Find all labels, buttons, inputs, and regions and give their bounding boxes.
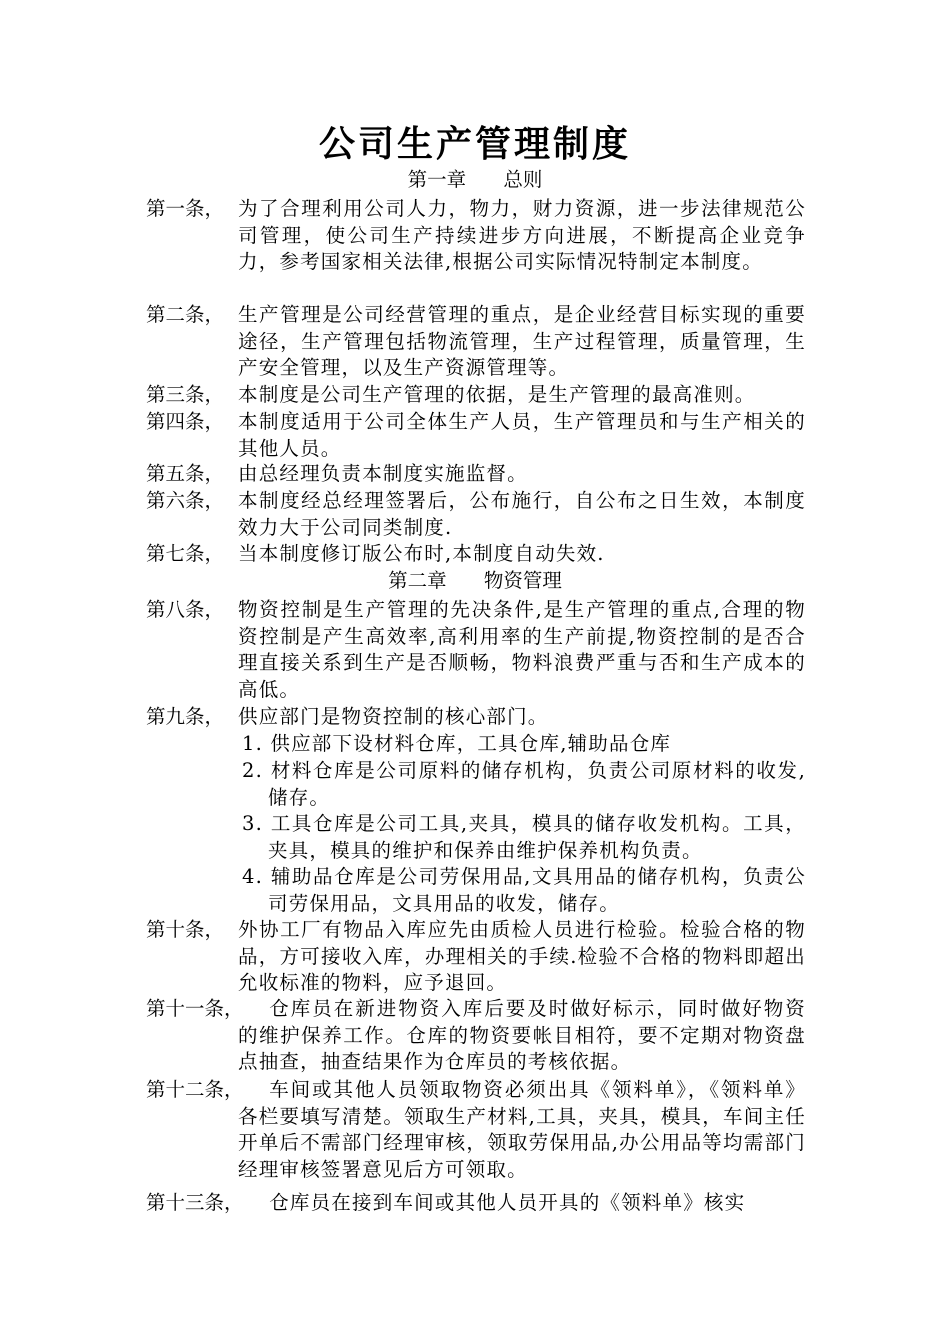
list-item: 3. 工具仓库是公司工具,夹具，模具的储存收发机构。工具，夹具，模具的维护和保养由维护保养机构负责。 (242, 812, 806, 862)
article-label: 第十二条， (146, 1078, 244, 1101)
article-text: 本制度经总经理签署后，公布施行，自公布之日生效，本制度效力大于公司同类制度. (238, 489, 806, 539)
article-text: 生产管理是公司经营管理的重点，是企业经营目标实现的重要途径，生产管理包括物流管理，生产过程管理，质量管理，生产安全管理，以及生产资源管理等。 (238, 303, 806, 380)
article-label: 第十条， (146, 918, 225, 941)
article-text: 本制度适用于公司全体生产人员，生产管理员和与生产相关的其他人员。 (238, 410, 806, 460)
article-label: 第六条， (146, 489, 225, 512)
article-text: 为了合理利用公司人力，物力，财力资源，进一步法律规范公司管理，使公司生产持续进步方向进展，不断提高企业竞争力，参考国家相关法律,根据公司实际情况特制定本制度。 (238, 197, 806, 274)
article-text: 外协工厂有物品入库应先由质检人员进行检验。检验合格的物品，方可接收入库，办理相关的手续.检验不合格的物料即超出允收标准的物料，应予退回。 (238, 918, 806, 995)
article-label: 第十三条， (146, 1191, 244, 1214)
article-text: 当本制度修订版公布时,本制度自动失效. (238, 542, 605, 565)
article-label: 第三条， (146, 383, 225, 406)
article-label: 第七条， (146, 542, 225, 565)
article-label: 第二条， (146, 303, 225, 326)
article-label: 第五条， (146, 462, 225, 485)
list-item: 2. 材料仓库是公司原料的储存机构，负责公司原材料的收发,储存。 (242, 759, 806, 809)
article-text: 本制度是公司生产管理的依据，是生产管理的最高准则。 (238, 383, 756, 406)
article-label: 第一条， (146, 197, 225, 220)
article-label: 第十一条， (146, 997, 244, 1020)
article-label: 第四条， (146, 410, 225, 433)
article-text: 由总经理负责本制度实施监督。 (238, 462, 528, 485)
list-item: 1. 供应部下设材料仓库，工具仓库,辅助品仓库 (242, 732, 672, 755)
article-label: 第八条， (146, 598, 225, 621)
list-item: 4. 辅助品仓库是公司劳保用品,文具用品的储存机构，负责公司劳保用品，文具用品的收发，储存。 (242, 865, 806, 915)
article-text: 仓库员在接到车间或其他人员开具的《领料单》核实 (269, 1191, 746, 1214)
chapter-heading: 第一章 总则 (407, 168, 543, 191)
article-label: 第九条， (146, 705, 225, 728)
article-text: 仓库员在新进物资入库后要及时做好标示，同时做好物资的维护保养工作。仓库的物资要帐目相符，要不定期对物资盘点抽查，抽查结果作为仓库员的考核依据。 (238, 997, 806, 1074)
chapter-heading: 第二章 物资管理 (388, 569, 562, 592)
document-title: 公司生产管理制度 (318, 124, 631, 165)
article-text: 供应部门是物资控制的核心部门。 (238, 705, 549, 728)
article-text: 物资控制是生产管理的先决条件,是生产管理的重点,合理的物资控制是产生高效率,高利用率的生产前提,物资控制的是否合理直接关系到生产是否顺畅，物料浪费严重与否和生产成本的高低。 (238, 598, 806, 701)
article-text: 车间或其他人员领取物资必须出具《领料单》，《领料单》各栏要填写清楚。领取生产材料,工具，夹具，模具，车间主任开单后不需部门经理审核，领取劳保用品,办公用品等均需部门经理审核签署意见后方可领取。 (238, 1078, 806, 1181)
